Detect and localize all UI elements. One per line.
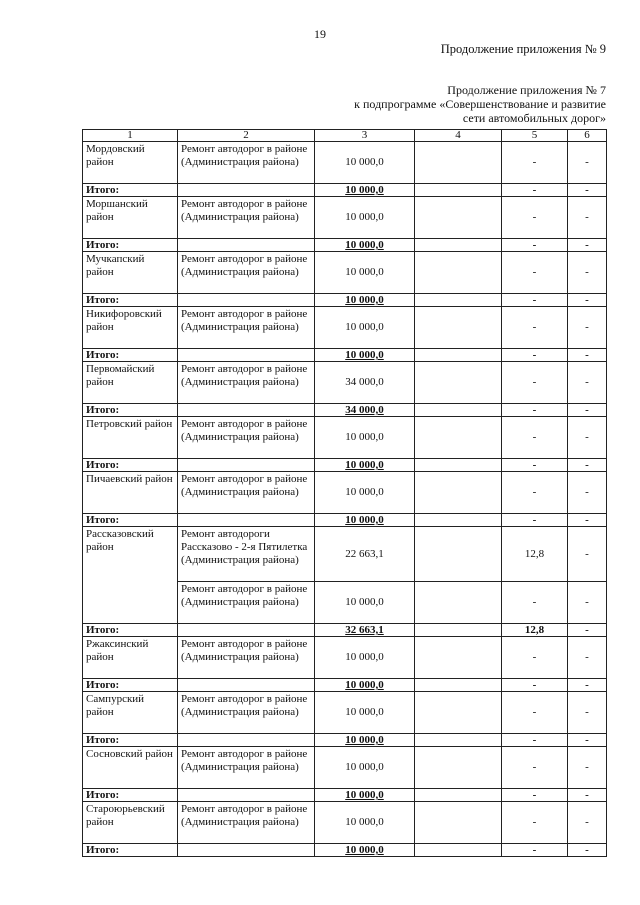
total-label: Итого: — [83, 734, 178, 747]
total-row — [83, 734, 607, 747]
district-cell: Мордовский район — [83, 142, 178, 184]
total-column-6: - — [568, 459, 607, 472]
total-label: Итого: — [83, 514, 178, 527]
total-empty-cell — [178, 294, 315, 307]
column-4-cell — [415, 692, 502, 734]
total-label: Итого: — [83, 624, 178, 637]
district-cell: Пичаевский район — [83, 472, 178, 514]
amount-cell: 10 000,0 — [315, 142, 415, 184]
total-column-5: - — [502, 349, 568, 362]
total-amount: 10 000,0 — [315, 679, 415, 692]
total-column-4 — [415, 844, 502, 857]
column-5-cell: - — [502, 362, 568, 404]
amount-cell: 34 000,0 — [315, 362, 415, 404]
total-label: Итого: — [83, 349, 178, 362]
amount-cell: 10 000,0 — [315, 582, 415, 624]
total-row — [83, 349, 607, 362]
amount-cell: 10 000,0 — [315, 197, 415, 239]
total-column-5: - — [502, 734, 568, 747]
description-cell: Ремонт автодорог в районе (Администрация района) — [178, 472, 315, 514]
table-row — [83, 197, 607, 239]
total-row — [83, 679, 607, 692]
column-4-cell — [415, 142, 502, 184]
table-row — [83, 142, 607, 184]
total-label: Итого: — [83, 294, 178, 307]
description-cell: Ремонт автодорог в районе (Администрация района) — [178, 252, 315, 294]
total-amount: 32 663,1 — [315, 624, 415, 637]
district-cell: Сосновский район — [83, 747, 178, 789]
column-6-cell: - — [568, 637, 607, 679]
column-5-cell: - — [502, 307, 568, 349]
total-column-6: - — [568, 514, 607, 527]
header-line-2: к подпрограмме «Совершенствование и развитие — [354, 97, 606, 111]
total-column-6: - — [568, 404, 607, 417]
column-6-cell: - — [568, 472, 607, 514]
total-column-4 — [415, 624, 502, 637]
total-label: Итого: — [83, 459, 178, 472]
description-cell: Ремонт автодорог в районе (Администрация района) — [178, 637, 315, 679]
total-column-6: - — [568, 734, 607, 747]
total-row — [83, 844, 607, 857]
total-row — [83, 294, 607, 307]
table-row — [83, 747, 607, 789]
table-row — [83, 692, 607, 734]
column-6-cell: - — [568, 252, 607, 294]
total-column-4 — [415, 184, 502, 197]
total-row — [83, 624, 607, 637]
total-empty-cell — [178, 679, 315, 692]
total-label: Итого: — [83, 844, 178, 857]
description-cell: Ремонт автодорог в районе (Администрация района) — [178, 802, 315, 844]
column-5-cell: - — [502, 417, 568, 459]
total-column-6: - — [568, 789, 607, 802]
column-header: 4 — [415, 130, 502, 142]
total-amount: 10 000,0 — [315, 349, 415, 362]
column-4-cell — [415, 527, 502, 582]
total-empty-cell — [178, 789, 315, 802]
total-column-6: - — [568, 294, 607, 307]
total-column-5: - — [502, 184, 568, 197]
total-empty-cell — [178, 844, 315, 857]
column-4-cell — [415, 197, 502, 239]
table-row — [83, 802, 607, 844]
total-amount: 10 000,0 — [315, 184, 415, 197]
appendix-7-header — [354, 83, 606, 125]
table-row — [83, 362, 607, 404]
column-5-cell: 12,8 — [502, 527, 568, 582]
total-column-5: - — [502, 679, 568, 692]
total-empty-cell — [178, 624, 315, 637]
column-number-row — [83, 130, 607, 142]
amount-cell: 10 000,0 — [315, 252, 415, 294]
column-4-cell — [415, 582, 502, 624]
column-5-cell: - — [502, 582, 568, 624]
description-cell: Ремонт автодорог в районе (Администрация района) — [178, 197, 315, 239]
total-empty-cell — [178, 734, 315, 747]
description-cell: Ремонт автодорог в районе (Администрация района) — [178, 582, 315, 624]
column-6-cell: - — [568, 142, 607, 184]
total-empty-cell — [178, 514, 315, 527]
district-cell: Рассказовский район — [83, 527, 178, 624]
table-row — [83, 527, 607, 582]
column-header: 5 — [502, 130, 568, 142]
total-row — [83, 789, 607, 802]
total-column-4 — [415, 239, 502, 252]
amount-cell: 10 000,0 — [315, 747, 415, 789]
amount-cell: 10 000,0 — [315, 417, 415, 459]
table-body — [83, 142, 607, 857]
total-empty-cell — [178, 349, 315, 362]
total-column-4 — [415, 294, 502, 307]
budget-table — [82, 129, 607, 857]
total-column-5: 12,8 — [502, 624, 568, 637]
total-amount: 10 000,0 — [315, 459, 415, 472]
description-cell: Ремонт автодорог в районе (Администрация района) — [178, 747, 315, 789]
table-row — [83, 472, 607, 514]
total-empty-cell — [178, 404, 315, 417]
table-row — [83, 307, 607, 349]
column-4-cell — [415, 252, 502, 294]
total-row — [83, 239, 607, 252]
district-cell: Староюрьевский район — [83, 802, 178, 844]
district-cell: Моршанский район — [83, 197, 178, 239]
district-cell: Первомайский район — [83, 362, 178, 404]
column-4-cell — [415, 362, 502, 404]
total-empty-cell — [178, 459, 315, 472]
total-column-6: - — [568, 624, 607, 637]
district-cell: Никифоровский район — [83, 307, 178, 349]
total-column-5: - — [502, 459, 568, 472]
column-6-cell: - — [568, 582, 607, 624]
amount-cell: 10 000,0 — [315, 637, 415, 679]
description-cell: Ремонт автодорог в районе (Администрация района) — [178, 417, 315, 459]
description-cell: Ремонт автодорог в районе (Администрация района) — [178, 362, 315, 404]
column-6-cell: - — [568, 527, 607, 582]
total-amount: 34 000,0 — [315, 404, 415, 417]
total-amount: 10 000,0 — [315, 844, 415, 857]
table-row — [83, 637, 607, 679]
column-5-cell: - — [502, 142, 568, 184]
district-cell: Ржаксинский район — [83, 637, 178, 679]
appendix-9-caption: Продолжение приложения № 9 — [440, 42, 606, 56]
total-column-5: - — [502, 239, 568, 252]
column-6-cell: - — [568, 417, 607, 459]
column-4-cell — [415, 747, 502, 789]
column-header: 1 — [83, 130, 178, 142]
column-header: 2 — [178, 130, 315, 142]
table-row — [83, 417, 607, 459]
amount-cell: 10 000,0 — [315, 307, 415, 349]
amount-cell: 22 663,1 — [315, 527, 415, 582]
total-column-4 — [415, 789, 502, 802]
total-label: Итого: — [83, 239, 178, 252]
total-column-5: - — [502, 514, 568, 527]
total-column-4 — [415, 404, 502, 417]
column-5-cell: - — [502, 802, 568, 844]
total-column-5: - — [502, 789, 568, 802]
total-column-4 — [415, 734, 502, 747]
total-label: Итого: — [83, 404, 178, 417]
description-cell: Ремонт автодороги Рассказово - 2-я Пятилетка (Администрация района) — [178, 527, 315, 582]
table-row — [83, 252, 607, 294]
description-cell: Ремонт автодорог в районе (Администрация района) — [178, 692, 315, 734]
total-label: Итого: — [83, 679, 178, 692]
total-row — [83, 184, 607, 197]
column-4-cell — [415, 802, 502, 844]
total-column-6: - — [568, 679, 607, 692]
header-line-1: Продолжение приложения № 7 — [447, 83, 606, 97]
total-column-6: - — [568, 349, 607, 362]
amount-cell: 10 000,0 — [315, 472, 415, 514]
column-header: 3 — [315, 130, 415, 142]
total-label: Итого: — [83, 184, 178, 197]
total-row — [83, 514, 607, 527]
total-row — [83, 404, 607, 417]
description-cell: Ремонт автодорог в районе (Администрация района) — [178, 142, 315, 184]
column-5-cell: - — [502, 692, 568, 734]
total-empty-cell — [178, 184, 315, 197]
district-cell: Мучкапский район — [83, 252, 178, 294]
column-6-cell: - — [568, 747, 607, 789]
total-column-4 — [415, 679, 502, 692]
total-row — [83, 459, 607, 472]
total-column-4 — [415, 514, 502, 527]
column-6-cell: - — [568, 197, 607, 239]
total-column-4 — [415, 459, 502, 472]
column-6-cell: - — [568, 692, 607, 734]
total-column-5: - — [502, 844, 568, 857]
column-header: 6 — [568, 130, 607, 142]
amount-cell: 10 000,0 — [315, 692, 415, 734]
total-label: Итого: — [83, 789, 178, 802]
total-column-6: - — [568, 844, 607, 857]
amount-cell: 10 000,0 — [315, 802, 415, 844]
description-cell: Ремонт автодорог в районе (Администрация района) — [178, 307, 315, 349]
total-column-6: - — [568, 184, 607, 197]
total-column-4 — [415, 349, 502, 362]
total-column-5: - — [502, 404, 568, 417]
total-column-5: - — [502, 294, 568, 307]
column-4-cell — [415, 307, 502, 349]
column-4-cell — [415, 472, 502, 514]
header-line-3: сети автомобильных дорог» — [462, 111, 606, 125]
column-5-cell: - — [502, 472, 568, 514]
column-6-cell: - — [568, 307, 607, 349]
district-cell: Сампурский район — [83, 692, 178, 734]
column-4-cell — [415, 637, 502, 679]
district-cell: Петровский район — [83, 417, 178, 459]
column-6-cell: - — [568, 362, 607, 404]
column-5-cell: - — [502, 637, 568, 679]
page-number: 19 — [314, 27, 326, 41]
total-amount: 10 000,0 — [315, 789, 415, 802]
total-amount: 10 000,0 — [315, 294, 415, 307]
total-amount: 10 000,0 — [315, 734, 415, 747]
total-amount: 10 000,0 — [315, 239, 415, 252]
column-4-cell — [415, 417, 502, 459]
total-empty-cell — [178, 239, 315, 252]
total-amount: 10 000,0 — [315, 514, 415, 527]
column-6-cell: - — [568, 802, 607, 844]
column-5-cell: - — [502, 197, 568, 239]
column-5-cell: - — [502, 252, 568, 294]
column-5-cell: - — [502, 747, 568, 789]
total-column-6: - — [568, 239, 607, 252]
